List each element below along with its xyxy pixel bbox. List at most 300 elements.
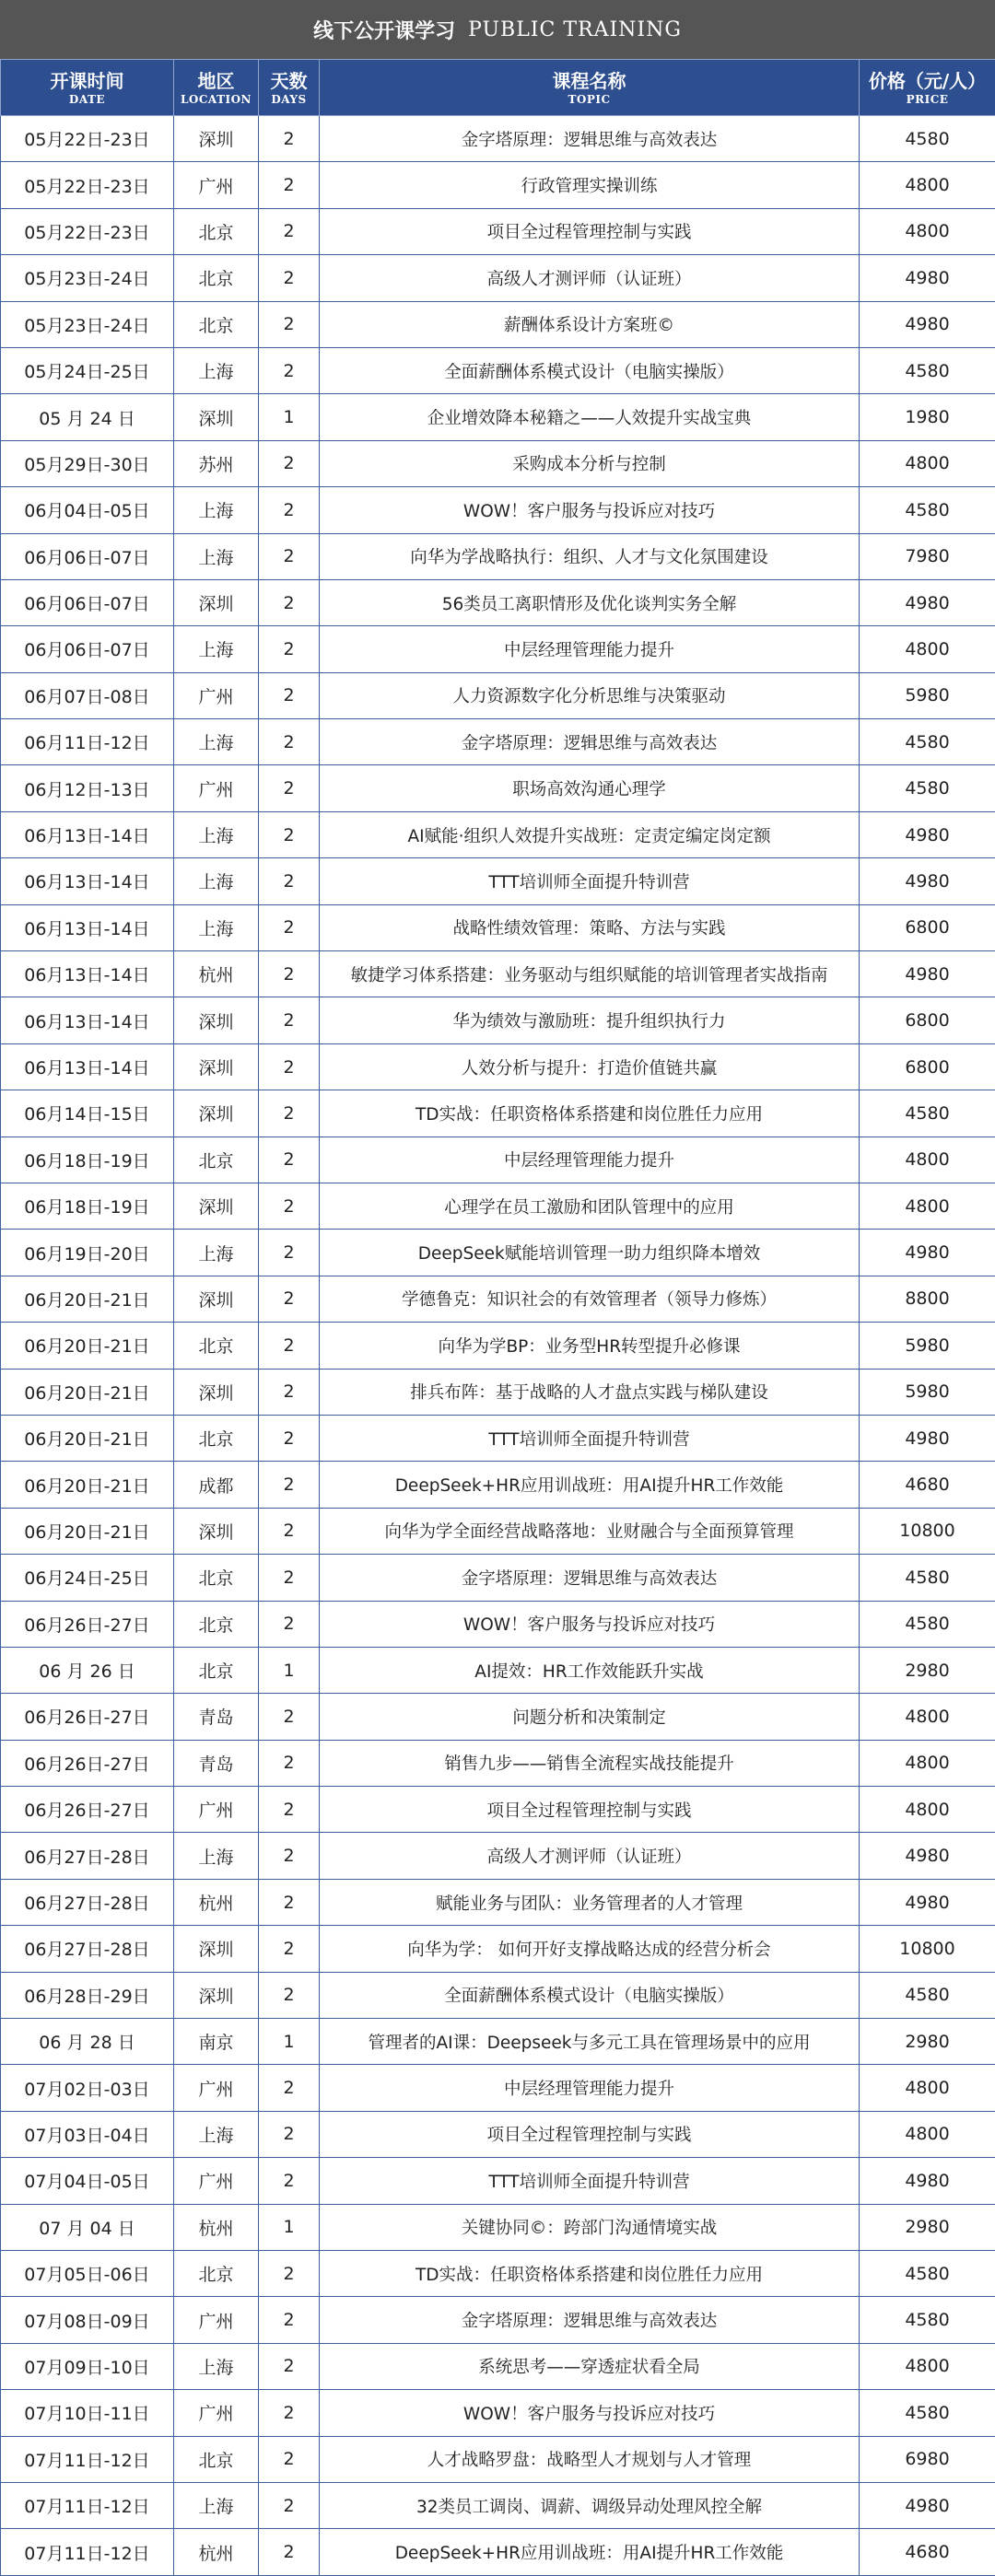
cell-location: 上海: [174, 347, 259, 393]
table-row: [1, 2297, 995, 2343]
table-row: [1, 2436, 995, 2482]
cell-topic: 向华为学BP：业务型HR转型提升必修课: [320, 1323, 860, 1369]
cell-price: 4980: [860, 2158, 995, 2204]
cell-location: 上海: [174, 533, 259, 579]
cell-topic: AI提效：HR工作效能跃升实战: [320, 1647, 860, 1693]
cell-location: 北京: [174, 2436, 259, 2482]
cell-days: 2: [259, 997, 320, 1043]
cell-location: 深圳: [174, 394, 259, 440]
table-row: [1, 1833, 995, 1879]
cell-days: 2: [259, 208, 320, 254]
cell-price: 4980: [860, 951, 995, 997]
cell-location: 深圳: [174, 1369, 259, 1415]
cell-location: 上海: [174, 1833, 259, 1879]
table-row: [1, 951, 995, 997]
table-row: [1, 1183, 995, 1229]
cell-location: 北京: [174, 1601, 259, 1647]
cell-topic: 项目全过程管理控制与实践: [320, 208, 860, 254]
table-row: [1, 1508, 995, 1554]
cell-location: 上海: [174, 626, 259, 672]
cell-location: 深圳: [174, 1926, 259, 1972]
cell-topic: 职场高效沟通心理学: [320, 765, 860, 811]
cell-date: 06月18日-19日: [1, 1183, 174, 1229]
table-row: [1, 765, 995, 811]
cell-price: 2980: [860, 1647, 995, 1693]
cell-location: 广州: [174, 162, 259, 208]
cell-topic: 中层经理管理能力提升: [320, 1136, 860, 1183]
cell-price: 6800: [860, 904, 995, 950]
cell-date: 06月04日-05日: [1, 487, 174, 533]
cell-date: 06月13日-14日: [1, 951, 174, 997]
cell-days: 2: [259, 1462, 320, 1508]
cell-date: 06月06日-07日: [1, 533, 174, 579]
cell-date: 06月20日-21日: [1, 1276, 174, 1322]
table-row: [1, 626, 995, 672]
cell-price: 4980: [860, 1833, 995, 1879]
table-row: [1, 394, 995, 440]
cell-days: 2: [259, 1508, 320, 1554]
cell-topic: DeepSeek+HR应用训战班：用AI提升HR工作效能: [320, 2529, 860, 2575]
table-row: [1, 2065, 995, 2111]
cell-location: 北京: [174, 2250, 259, 2296]
cell-days: 2: [259, 626, 320, 672]
cell-price: 10800: [860, 1508, 995, 1554]
table-row: [1, 997, 995, 1043]
table-row: [1, 487, 995, 533]
cell-location: 广州: [174, 2390, 259, 2436]
cell-price: 2980: [860, 2204, 995, 2250]
cell-topic: 32类员工调岗、调薪、调级异动处理风控全解: [320, 2482, 860, 2528]
cell-date: 07 月 04 日: [1, 2204, 174, 2250]
cell-days: 2: [259, 2158, 320, 2204]
cell-location: 深圳: [174, 1276, 259, 1322]
cell-days: 1: [259, 1647, 320, 1693]
cell-topic: WOW！客户服务与投诉应对技巧: [320, 2390, 860, 2436]
cell-days: 2: [259, 1136, 320, 1183]
table-row: [1, 1276, 995, 1322]
cell-topic: 问题分析和决策制定: [320, 1694, 860, 1740]
cell-date: 06月20日-21日: [1, 1369, 174, 1415]
cell-date: 06 月 28 日: [1, 2019, 174, 2065]
cell-price: 4980: [860, 301, 995, 347]
cell-date: 06月20日-21日: [1, 1462, 174, 1508]
table-row: [1, 1926, 995, 1972]
cell-topic: TTT培训师全面提升特训营: [320, 2158, 860, 2204]
cell-location: 深圳: [174, 1090, 259, 1136]
cell-price: 4800: [860, 626, 995, 672]
cell-topic: 56类员工离职情形及优化谈判实务全解: [320, 579, 860, 625]
cell-days: 2: [259, 255, 320, 301]
cell-date: 06月27日-28日: [1, 1926, 174, 1972]
cell-location: 北京: [174, 1415, 259, 1461]
cell-topic: 销售九步——销售全流程实战技能提升: [320, 1740, 860, 1786]
cell-location: 上海: [174, 2482, 259, 2528]
cell-date: 06月26日-27日: [1, 1601, 174, 1647]
cell-days: 2: [259, 2482, 320, 2528]
cell-location: 深圳: [174, 1183, 259, 1229]
cell-price: 4800: [860, 2111, 995, 2157]
cell-date: 07月11日-12日: [1, 2529, 174, 2575]
cell-date: 06月13日-14日: [1, 997, 174, 1043]
cell-topic: 向华为学： 如何开好支撑战略达成的经营分析会: [320, 1926, 860, 1972]
cell-days: 2: [259, 904, 320, 950]
cell-price: 4980: [860, 1415, 995, 1461]
cell-date: 05月22日-23日: [1, 208, 174, 254]
cell-topic: WOW！客户服务与投诉应对技巧: [320, 1601, 860, 1647]
cell-topic: 金字塔原理：逻辑思维与高效表达: [320, 2297, 860, 2343]
table-row: [1, 2019, 995, 2065]
cell-date: 06月20日-21日: [1, 1323, 174, 1369]
cell-topic: TD实战：任职资格体系搭建和岗位胜任力应用: [320, 2250, 860, 2296]
cell-topic: 华为绩效与激励班：提升组织执行力: [320, 997, 860, 1043]
cell-location: 上海: [174, 904, 259, 950]
cell-date: 06月27日-28日: [1, 1879, 174, 1925]
cell-location: 杭州: [174, 2529, 259, 2575]
table-row: [1, 1555, 995, 1601]
cell-price: 4980: [860, 858, 995, 904]
cell-price: 4980: [860, 255, 995, 301]
cell-days: 2: [259, 2390, 320, 2436]
header-price: 价格（元/人） PRICE: [860, 60, 995, 116]
cell-date: 06月13日-14日: [1, 858, 174, 904]
cell-days: 2: [259, 2111, 320, 2157]
header-days: 天数 DAYS: [259, 60, 320, 116]
cell-topic: DeepSeek+HR应用训战班：用AI提升HR工作效能: [320, 1462, 860, 1508]
cell-price: 4800: [860, 162, 995, 208]
cell-location: 杭州: [174, 951, 259, 997]
cell-days: 2: [259, 1090, 320, 1136]
cell-price: 1980: [860, 394, 995, 440]
cell-topic: 高级人才测评师（认证班）: [320, 255, 860, 301]
cell-topic: 学德鲁克：知识社会的有效管理者（领导力修炼）: [320, 1276, 860, 1322]
cell-location: 上海: [174, 2343, 259, 2389]
cell-location: 青岛: [174, 1694, 259, 1740]
cell-days: 2: [259, 765, 320, 811]
table-row: [1, 579, 995, 625]
header-date: 开课时间 DATE: [1, 60, 174, 116]
cell-topic: 金字塔原理：逻辑思维与高效表达: [320, 1555, 860, 1601]
cell-date: 06月06日-07日: [1, 579, 174, 625]
table-row: [1, 1136, 995, 1183]
cell-days: 2: [259, 951, 320, 997]
table-row: [1, 1090, 995, 1136]
table-row: [1, 1972, 995, 2018]
cell-days: 2: [259, 487, 320, 533]
table-row: [1, 1462, 995, 1508]
cell-price: 4800: [860, 440, 995, 486]
cell-topic: DeepSeek赋能培训管理一助力组织降本增效: [320, 1230, 860, 1276]
cell-days: 2: [259, 1183, 320, 1229]
cell-days: 2: [259, 301, 320, 347]
cell-date: 06月24日-25日: [1, 1555, 174, 1601]
cell-location: 杭州: [174, 2204, 259, 2250]
cell-topic: 项目全过程管理控制与实践: [320, 1787, 860, 1833]
cell-location: 北京: [174, 255, 259, 301]
cell-price: 5980: [860, 1323, 995, 1369]
cell-location: 深圳: [174, 1508, 259, 1554]
cell-date: 06 月 26 日: [1, 1647, 174, 1693]
table-row: [1, 162, 995, 208]
cell-days: 2: [259, 1972, 320, 2018]
cell-topic: 薪酬体系设计方案班©: [320, 301, 860, 347]
cell-topic: 敏捷学习体系搭建：业务驱动与组织赋能的培训管理者实战指南: [320, 951, 860, 997]
table-row: [1, 1043, 995, 1090]
cell-price: 4580: [860, 2297, 995, 2343]
cell-location: 广州: [174, 2297, 259, 2343]
cell-location: 广州: [174, 672, 259, 718]
cell-days: 2: [259, 116, 320, 162]
cell-topic: TD实战：任职资格体系搭建和岗位胜任力应用: [320, 1090, 860, 1136]
cell-days: 2: [259, 1926, 320, 1972]
cell-topic: 全面薪酬体系模式设计（电脑实操版）: [320, 347, 860, 393]
table-row: [1, 440, 995, 486]
cell-topic: TTT培训师全面提升特训营: [320, 858, 860, 904]
cell-days: 2: [259, 1787, 320, 1833]
cell-date: 05月29日-30日: [1, 440, 174, 486]
cell-price: 4580: [860, 347, 995, 393]
cell-days: 2: [259, 719, 320, 765]
table-row: [1, 1369, 995, 1415]
cell-date: 07月03日-04日: [1, 2111, 174, 2157]
cell-days: 2: [259, 533, 320, 579]
cell-days: 2: [259, 1323, 320, 1369]
cell-location: 南京: [174, 2019, 259, 2065]
table-row: [1, 719, 995, 765]
table-row: [1, 2204, 995, 2250]
cell-location: 上海: [174, 2111, 259, 2157]
table-row: [1, 2343, 995, 2389]
cell-location: 深圳: [174, 1972, 259, 2018]
cell-location: 北京: [174, 1323, 259, 1369]
cell-location: 广州: [174, 2158, 259, 2204]
cell-location: 上海: [174, 719, 259, 765]
cell-days: 2: [259, 1230, 320, 1276]
cell-topic: TTT培训师全面提升特训营: [320, 1415, 860, 1461]
cell-topic: 人力资源数字化分析思维与决策驱动: [320, 672, 860, 718]
cell-location: 青岛: [174, 1740, 259, 1786]
table-row: [1, 1879, 995, 1925]
table-row: [1, 1323, 995, 1369]
cell-price: 5980: [860, 1369, 995, 1415]
cell-days: 2: [259, 1043, 320, 1090]
cell-date: 07月09日-10日: [1, 2343, 174, 2389]
cell-price: 4800: [860, 1740, 995, 1786]
cell-location: 广州: [174, 1787, 259, 1833]
cell-date: 06月13日-14日: [1, 811, 174, 857]
cell-topic: 中层经理管理能力提升: [320, 2065, 860, 2111]
cell-price: 4580: [860, 487, 995, 533]
cell-price: 4580: [860, 1601, 995, 1647]
title-bar: [0, 0, 995, 59]
cell-price: 4800: [860, 1183, 995, 1229]
table-row: [1, 858, 995, 904]
cell-price: 4580: [860, 1090, 995, 1136]
cell-price: 4580: [860, 719, 995, 765]
cell-days: 2: [259, 672, 320, 718]
cell-price: 4580: [860, 2250, 995, 2296]
cell-topic: 向华为学全面经营战略落地：业财融合与全面预算管理: [320, 1508, 860, 1554]
cell-price: 8800: [860, 1276, 995, 1322]
table-body: [1, 116, 995, 2576]
cell-days: 2: [259, 2250, 320, 2296]
cell-location: 北京: [174, 1647, 259, 1693]
cell-price: 6800: [860, 1043, 995, 1090]
cell-date: 07月10日-11日: [1, 2390, 174, 2436]
cell-price: 10800: [860, 1926, 995, 1972]
cell-date: 06月26日-27日: [1, 1694, 174, 1740]
cell-topic: 战略性绩效管理：策略、方法与实践: [320, 904, 860, 950]
cell-topic: 人才战略罗盘：战略型人才规划与人才管理: [320, 2436, 860, 2482]
cell-date: 06月06日-07日: [1, 626, 174, 672]
cell-topic: 管理者的AI课：Deepseek与多元工具在管理场景中的应用: [320, 2019, 860, 2065]
table-row: [1, 2111, 995, 2157]
header-location: 地区 LOCATION: [174, 60, 259, 116]
cell-days: 2: [259, 347, 320, 393]
cell-price: 6800: [860, 997, 995, 1043]
cell-price: 7980: [860, 533, 995, 579]
cell-price: 4980: [860, 579, 995, 625]
table-row: [1, 301, 995, 347]
cell-price: 4980: [860, 811, 995, 857]
cell-price: 4680: [860, 1462, 995, 1508]
cell-date: 06月13日-14日: [1, 1043, 174, 1090]
header-topic: 课程名称 TOPIC: [320, 60, 860, 116]
cell-topic: 向华为学战略执行：组织、人才与文化氛围建设: [320, 533, 860, 579]
cell-days: 1: [259, 2204, 320, 2250]
cell-date: 07月11日-12日: [1, 2436, 174, 2482]
cell-price: 5980: [860, 672, 995, 718]
cell-days: 2: [259, 2343, 320, 2389]
cell-price: 4680: [860, 2529, 995, 2575]
cell-days: 2: [259, 1415, 320, 1461]
table-row: [1, 1230, 995, 1276]
cell-price: 4800: [860, 2065, 995, 2111]
cell-location: 深圳: [174, 1043, 259, 1090]
cell-topic: 全面薪酬体系模式设计（电脑实操版）: [320, 1972, 860, 2018]
cell-date: 05月23日-24日: [1, 255, 174, 301]
cell-location: 上海: [174, 487, 259, 533]
cell-days: 2: [259, 1879, 320, 1925]
table-row: [1, 208, 995, 254]
cell-location: 广州: [174, 765, 259, 811]
cell-location: 深圳: [174, 579, 259, 625]
cell-days: 2: [259, 1555, 320, 1601]
cell-location: 上海: [174, 811, 259, 857]
cell-days: 2: [259, 579, 320, 625]
cell-days: 2: [259, 2436, 320, 2482]
cell-date: 05月23日-24日: [1, 301, 174, 347]
cell-location: 成都: [174, 1462, 259, 1508]
cell-price: 4580: [860, 1555, 995, 1601]
cell-location: 杭州: [174, 1879, 259, 1925]
cell-days: 2: [259, 2529, 320, 2575]
cell-price: 4980: [860, 1230, 995, 1276]
cell-date: 05 月 24 日: [1, 394, 174, 440]
table-row: [1, 1415, 995, 1461]
cell-date: 06月28日-29日: [1, 1972, 174, 2018]
cell-topic: 高级人才测评师（认证班）: [320, 1833, 860, 1879]
cell-date: 06月20日-21日: [1, 1415, 174, 1461]
cell-days: 1: [259, 2019, 320, 2065]
cell-topic: 系统思考——穿透症状看全局: [320, 2343, 860, 2389]
cell-location: 深圳: [174, 116, 259, 162]
cell-days: 2: [259, 1601, 320, 1647]
table-row: [1, 672, 995, 718]
table-row: [1, 347, 995, 393]
cell-price: 4800: [860, 1136, 995, 1183]
cell-date: 06月14日-15日: [1, 1090, 174, 1136]
cell-topic: 心理学在员工激励和团队管理中的应用: [320, 1183, 860, 1229]
cell-date: 05月22日-23日: [1, 116, 174, 162]
table-row: [1, 1694, 995, 1740]
cell-topic: 排兵布阵：基于战略的人才盘点实践与梯队建设: [320, 1369, 860, 1415]
cell-topic: 项目全过程管理控制与实践: [320, 2111, 860, 2157]
cell-date: 06月18日-19日: [1, 1136, 174, 1183]
cell-days: 2: [259, 2065, 320, 2111]
cell-date: 07月04日-05日: [1, 2158, 174, 2204]
cell-days: 2: [259, 1833, 320, 1879]
cell-date: 06月11日-12日: [1, 719, 174, 765]
table-row: [1, 1647, 995, 1693]
cell-price: 4580: [860, 2390, 995, 2436]
cell-location: 北京: [174, 208, 259, 254]
cell-location: 上海: [174, 1230, 259, 1276]
cell-days: 2: [259, 1694, 320, 1740]
table-row: [1, 2158, 995, 2204]
table-row: [1, 533, 995, 579]
cell-date: 07月08日-09日: [1, 2297, 174, 2343]
cell-price: 4980: [860, 1879, 995, 1925]
cell-date: 06月12日-13日: [1, 765, 174, 811]
cell-days: 2: [259, 1369, 320, 1415]
cell-topic: 企业增效降本秘籍之——人效提升实战宝典: [320, 394, 860, 440]
cell-price: 2980: [860, 2019, 995, 2065]
cell-days: 2: [259, 858, 320, 904]
course-table: [0, 59, 995, 2576]
cell-topic: WOW！客户服务与投诉应对技巧: [320, 487, 860, 533]
cell-date: 05月24日-25日: [1, 347, 174, 393]
table-row: [1, 255, 995, 301]
cell-price: 4580: [860, 116, 995, 162]
cell-days: 2: [259, 811, 320, 857]
table-row: [1, 1601, 995, 1647]
cell-date: 06月20日-21日: [1, 1508, 174, 1554]
header-row: [1, 60, 995, 116]
cell-price: 4580: [860, 1972, 995, 2018]
page-title-en: PUBLIC TRAINING: [468, 18, 682, 41]
cell-topic: 采购成本分析与控制: [320, 440, 860, 486]
table-row: [1, 1787, 995, 1833]
cell-location: 北京: [174, 1136, 259, 1183]
cell-topic: AI赋能·组织人效提升实战班：定责定编定岗定额: [320, 811, 860, 857]
cell-location: 上海: [174, 858, 259, 904]
cell-days: 2: [259, 1276, 320, 1322]
cell-topic: 行政管理实操训练: [320, 162, 860, 208]
cell-topic: 金字塔原理：逻辑思维与高效表达: [320, 719, 860, 765]
cell-date: 06月07日-08日: [1, 672, 174, 718]
cell-days: 2: [259, 162, 320, 208]
cell-location: 北京: [174, 1555, 259, 1601]
cell-topic: 金字塔原理：逻辑思维与高效表达: [320, 116, 860, 162]
cell-price: 4800: [860, 2343, 995, 2389]
cell-topic: 中层经理管理能力提升: [320, 626, 860, 672]
cell-topic: 赋能业务与团队：业务管理者的人才管理: [320, 1879, 860, 1925]
cell-date: 06月19日-20日: [1, 1230, 174, 1276]
cell-days: 2: [259, 2297, 320, 2343]
table-row: [1, 1740, 995, 1786]
table-row: [1, 904, 995, 950]
cell-topic: 人效分析与提升：打造价值链共赢: [320, 1043, 860, 1090]
